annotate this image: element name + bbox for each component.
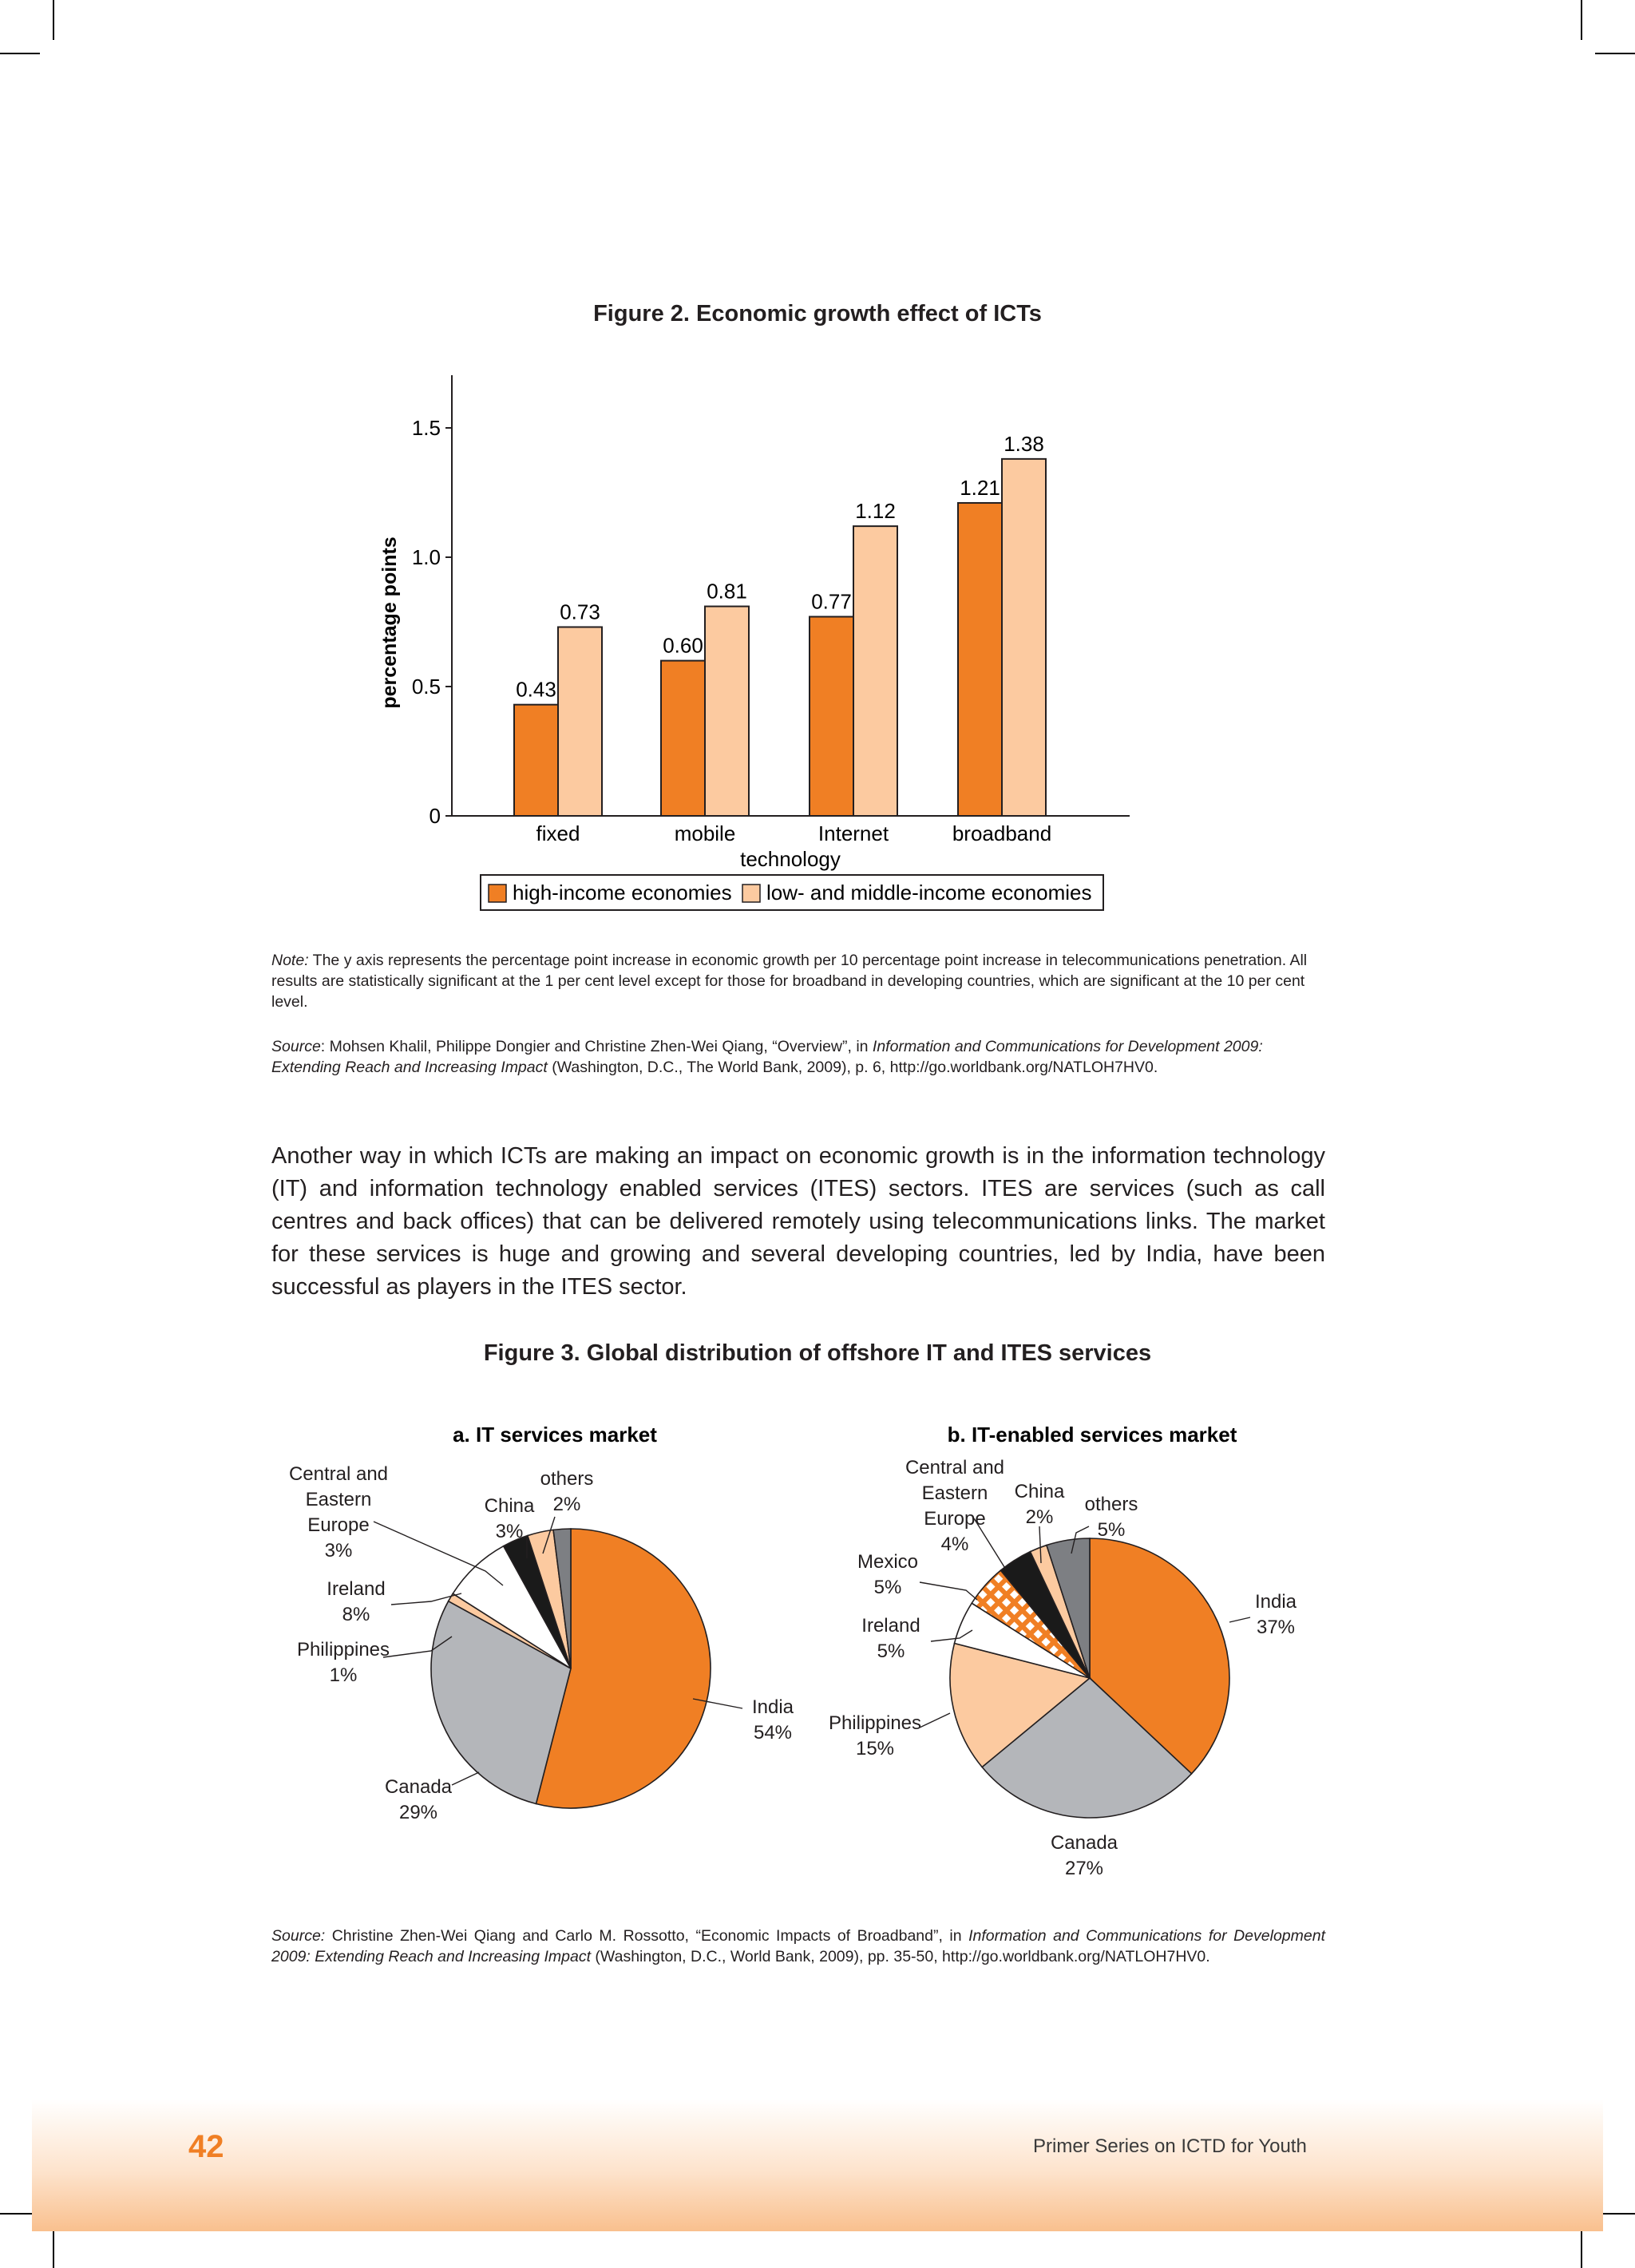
figure2-note bbox=[271, 950, 1325, 1012]
source-italic: Information and Communications for Development 2009: Extending Reach and Increasing Impact bbox=[271, 1038, 1263, 1076]
bar-value-label: 1.12 bbox=[855, 499, 896, 524]
pie-b-leader-india bbox=[1229, 1617, 1250, 1622]
pie-b-label-cee-1: Central and bbox=[905, 1457, 1005, 1478]
pie-b-label-philippines: Philippines bbox=[828, 1712, 922, 1734]
pie-a-label-cee-1: Central and bbox=[288, 1463, 389, 1485]
page-number: 42 bbox=[188, 2129, 224, 2164]
legend-label-high: high-income economies bbox=[513, 881, 732, 904]
series-name: Primer Series on ICTD for Youth bbox=[1033, 2135, 1307, 2157]
bar-value-label: 1.21 bbox=[960, 475, 1000, 500]
bar-low-middle-income bbox=[853, 526, 897, 816]
pie-charts bbox=[271, 1397, 1325, 1900]
bar-high-income bbox=[514, 705, 558, 816]
pie-b-label-canada: Canada bbox=[1050, 1832, 1118, 1854]
bar-chart bbox=[367, 367, 1134, 926]
pie-b-leader-cee bbox=[974, 1518, 1006, 1569]
pie-b-label-others: others bbox=[1084, 1494, 1138, 1515]
y-tick-label: 0 bbox=[429, 804, 441, 828]
pie-b-label-cee-2: Eastern bbox=[921, 1482, 988, 1504]
footer-band bbox=[32, 2100, 1603, 2231]
x-tick-label: fixed bbox=[536, 821, 580, 845]
pie-a-label-china: China bbox=[484, 1495, 535, 1517]
note-label: Note: bbox=[271, 952, 309, 969]
pie-a-pct-china: 3% bbox=[495, 1521, 524, 1542]
figure2-title: Figure 2. Economic growth effect of ICTs bbox=[593, 301, 1042, 327]
pie-a-label-cee-2: Eastern bbox=[305, 1489, 372, 1510]
crop-mark bbox=[0, 53, 40, 54]
bar-low-middle-income bbox=[1002, 459, 1046, 816]
pie-a-pct-india: 54% bbox=[753, 1722, 793, 1744]
crop-mark bbox=[53, 2227, 54, 2268]
fig3-source-text-end: (Washington, D.C., World Bank, 2009), pp. 35-50, http://go.worldbank.org/NATLOH7HV0. bbox=[591, 1948, 1210, 1965]
figure3-source bbox=[271, 1926, 1325, 1967]
pie-b-pct-others: 5% bbox=[1097, 1519, 1126, 1541]
crop-mark bbox=[53, 0, 54, 40]
pie-b-pct-philippines: 15% bbox=[855, 1738, 895, 1759]
legend-swatch-high bbox=[489, 885, 506, 902]
pie-b-pct-ireland: 5% bbox=[877, 1641, 905, 1662]
legend-label-low: low- and middle-income economies bbox=[766, 881, 1092, 904]
x-tick-label: mobile bbox=[674, 821, 736, 845]
y-tick-label: 1.5 bbox=[411, 416, 441, 440]
pie-a-label-india: India bbox=[751, 1696, 794, 1718]
bar-high-income bbox=[810, 617, 853, 816]
pie-a-pct-cee: 3% bbox=[324, 1540, 353, 1561]
source-text-end: (Washington, D.C., The World Bank, 2009), p. 6, http://go.worldbank.org/NATLOH7HV0. bbox=[547, 1059, 1158, 1076]
body-paragraph: Another way in which ICTs are making an impact on economic growth is in the information technology (IT) and information technology enabled services (ITES) sectors. ITES are services (such as call centres and back offices) that can be delivered remotely using telecommunications links. The market for these services is huge and growing and several developing countries, led by India, have been successful as players in the ITES sector. bbox=[271, 1143, 1325, 1300]
fig3-source-label: Source: bbox=[271, 1927, 326, 1945]
crop-mark bbox=[1581, 2227, 1582, 2268]
pie-a-pct-canada: 29% bbox=[398, 1802, 438, 1823]
pie-a-pct-others: 2% bbox=[552, 1494, 581, 1515]
pie-a-label-ireland: Ireland bbox=[327, 1578, 386, 1600]
pie-b-pct-mexico: 5% bbox=[873, 1577, 902, 1598]
pie-b-label-ireland: Ireland bbox=[861, 1615, 920, 1637]
crop-mark bbox=[1595, 53, 1635, 54]
pie-b-pct-china: 2% bbox=[1025, 1506, 1054, 1528]
bar-high-income bbox=[958, 503, 1002, 816]
pie-b-label-india: India bbox=[1254, 1591, 1297, 1613]
pie-b-leader-philippines bbox=[920, 1713, 950, 1728]
pie-a-label-others: others bbox=[540, 1468, 594, 1490]
source-text: : Mohsen Khalil, Philippe Dongier and Christine Zhen-Wei Qiang, “Overview”, in bbox=[320, 1038, 873, 1055]
bar-low-middle-income bbox=[705, 607, 749, 816]
bar-value-label: 0.43 bbox=[516, 677, 556, 702]
pie-a-label-canada: Canada bbox=[384, 1776, 453, 1798]
y-axis-label: percentage points bbox=[378, 536, 401, 709]
note-text: The y axis represents the percentage point increase in economic growth per 10 percentage point increase in telecommunications penetration. All results are statistically significant at the 1 per cent level except for those for broadband in developing countries, which are significant at the 10 per cent level. bbox=[271, 952, 1308, 1011]
pie-a-label-cee-3: Europe bbox=[307, 1514, 370, 1536]
bar-value-label: 1.38 bbox=[1004, 431, 1044, 456]
pie-b-leader-mexico bbox=[920, 1582, 977, 1600]
crop-mark bbox=[1581, 0, 1582, 40]
pie-a-label-philippines: Philippines bbox=[296, 1639, 390, 1660]
source-label: Source bbox=[271, 1038, 321, 1055]
figure2-source bbox=[271, 1036, 1325, 1078]
pie-a-title: a. IT services market bbox=[453, 1423, 657, 1447]
pie-b-label-cee-3: Europe bbox=[924, 1508, 986, 1530]
bar-value-label: 0.81 bbox=[707, 579, 747, 604]
bar-value-label: 0.73 bbox=[560, 600, 600, 624]
pie-b-label-china: China bbox=[1014, 1481, 1065, 1502]
x-tick-label: broadband bbox=[952, 821, 1052, 845]
pie-b-pct-canada: 27% bbox=[1064, 1858, 1104, 1879]
figure3-title: Figure 3. Global distribution of offshore IT and ITES services bbox=[483, 1340, 1152, 1366]
fig3-source-text: Christine Zhen-Wei Qiang and Carlo M. Rossotto, “Economic Impacts of Broadband”, in bbox=[325, 1927, 969, 1945]
legend-swatch-low bbox=[742, 885, 760, 902]
x-tick-label: Internet bbox=[818, 821, 889, 845]
pie-b-pct-cee: 4% bbox=[940, 1534, 969, 1555]
pie-a-pct-philippines: 1% bbox=[329, 1664, 358, 1686]
pie-a-pct-ireland: 8% bbox=[342, 1604, 370, 1625]
fig3-source-italic: Information and Communications for Development 2009: Extending Reach and Increasing Impact bbox=[271, 1927, 1325, 1965]
x-axis-label: technology bbox=[740, 847, 841, 871]
pie-a-leader-canada bbox=[452, 1772, 479, 1785]
bar-value-label: 0.60 bbox=[663, 633, 703, 658]
bar-high-income bbox=[661, 661, 705, 816]
y-tick-label: 0.5 bbox=[411, 675, 441, 699]
pie-b-pct-india: 37% bbox=[1256, 1617, 1296, 1638]
y-tick-label: 1.0 bbox=[411, 545, 441, 569]
bar-low-middle-income bbox=[558, 627, 602, 816]
bar-value-label: 0.77 bbox=[811, 589, 852, 614]
pie-b-title: b. IT-enabled services market bbox=[947, 1423, 1237, 1447]
chart-legend bbox=[481, 875, 1103, 910]
pie-b-label-mexico: Mexico bbox=[857, 1551, 919, 1573]
